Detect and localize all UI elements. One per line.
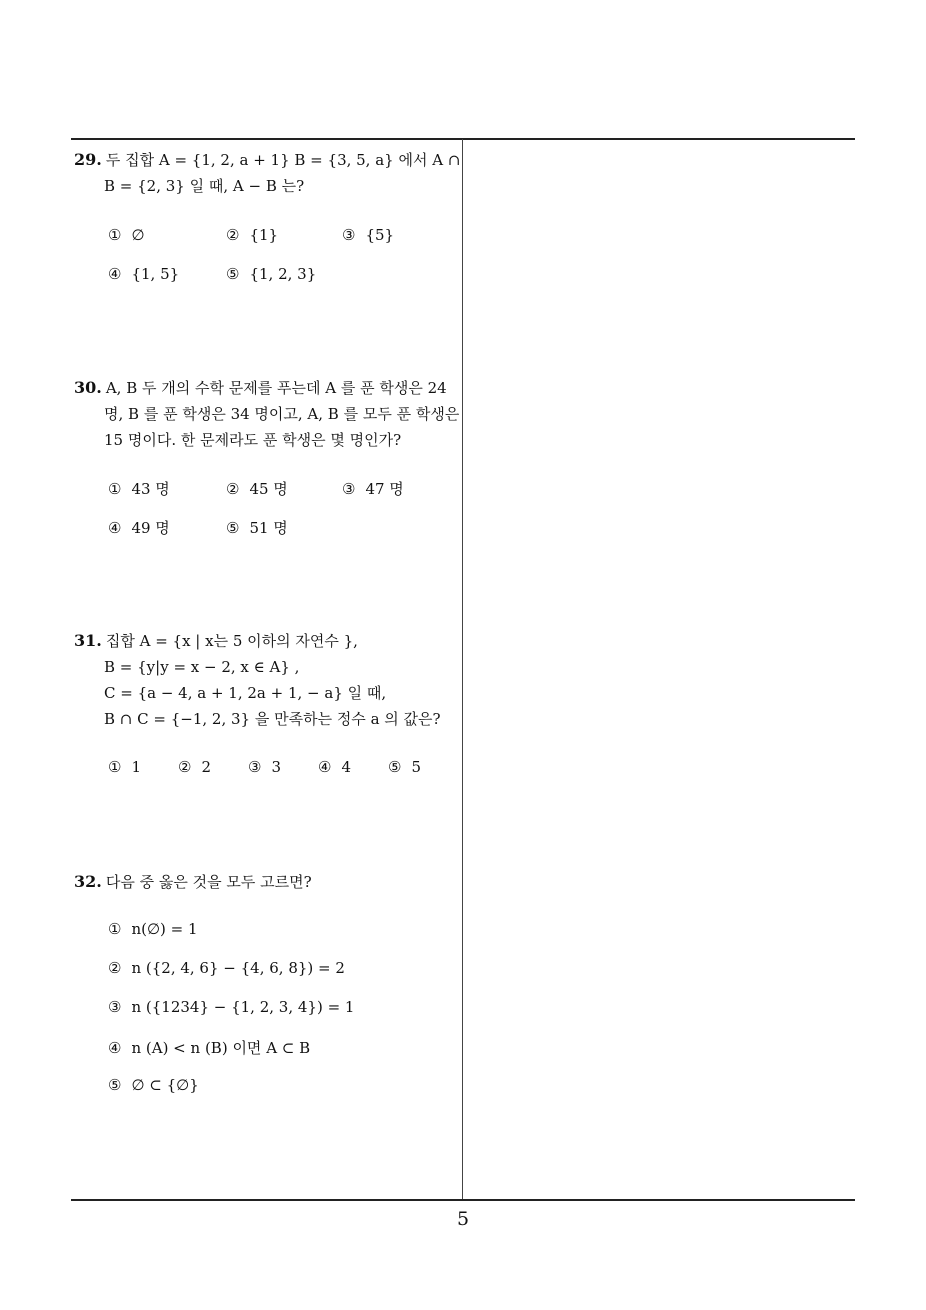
choice-2[interactable]: ② {1} xyxy=(226,226,279,244)
choice-1[interactable]: ① n(∅) = 1 xyxy=(108,920,198,938)
question-number: 30. xyxy=(74,378,102,397)
question-32 xyxy=(74,869,460,895)
page-number: 5 xyxy=(456,1208,470,1230)
choice-2[interactable]: ② 2 xyxy=(178,758,211,776)
bottom-rule xyxy=(71,1199,855,1201)
question-line: B ∩ C = {−1, 2, 3} 을 만족하는 정수 a 의 값은? xyxy=(104,710,441,728)
choice-3[interactable]: ③ {5} xyxy=(342,226,395,244)
question-line: 32. 다음 중 옳은 것을 모두 고르면? xyxy=(74,872,312,891)
choice-5[interactable]: ⑤ {1, 2, 3} xyxy=(226,265,317,283)
choice-2[interactable]: ② 45 명 xyxy=(226,480,288,498)
question-line: C = {a − 4, a + 1, 2a + 1, − a} 일 때, xyxy=(104,684,387,702)
choice-1[interactable]: ① 43 명 xyxy=(108,480,170,498)
top-rule xyxy=(71,138,855,140)
choice-3[interactable]: ③ 3 xyxy=(248,758,281,776)
question-line: B = {2, 3} 일 때, A − B 는? xyxy=(104,177,305,195)
question-number: 31. xyxy=(74,631,102,650)
question-line: 31. 집합 A = {x | x는 5 이하의 자연수 }, xyxy=(74,631,358,650)
question-29 xyxy=(74,147,460,199)
question-number: 29. xyxy=(74,150,102,169)
column-divider xyxy=(462,139,463,1201)
choice-4[interactable]: ④ {1, 5} xyxy=(108,265,180,283)
choice-1[interactable]: ① 1 xyxy=(108,758,141,776)
question-line: B = {y|y = x − 2, x ∈ A} , xyxy=(104,658,300,676)
question-number: 32. xyxy=(74,872,102,891)
choice-4[interactable]: ④ n (A) < n (B) 이면 A ⊂ B xyxy=(108,1039,311,1057)
choice-1[interactable]: ① ∅ xyxy=(108,226,145,244)
choice-5[interactable]: ⑤ ∅ ⊂ {∅} xyxy=(108,1076,199,1094)
question-line: 명, B 를 푼 학생은 34 명이고, A, B 를 모두 푼 학생은 xyxy=(104,405,460,423)
question-line: 15 명이다. 한 문제라도 푼 학생은 몇 명인가? xyxy=(104,431,402,449)
choice-5[interactable]: ⑤ 5 xyxy=(388,758,421,776)
choice-4[interactable]: ④ 49 명 xyxy=(108,519,170,537)
question-30 xyxy=(74,375,460,453)
question-31 xyxy=(74,628,460,732)
choice-3[interactable]: ③ 47 명 xyxy=(342,480,404,498)
choice-2[interactable]: ② n ({2, 4, 6} − {4, 6, 8}) = 2 xyxy=(108,959,345,977)
choice-4[interactable]: ④ 4 xyxy=(318,758,351,776)
choice-5[interactable]: ⑤ 51 명 xyxy=(226,519,288,537)
question-line: 30. A, B 두 개의 수학 문제를 푸는데 A 를 푼 학생은 24 xyxy=(74,378,447,397)
question-line: 29. 두 집합 A = {1, 2, a + 1} B = {3, 5, a} 에서 A ∩ xyxy=(74,150,461,169)
choice-3[interactable]: ③ n ({1234} − {1, 2, 3, 4}) = 1 xyxy=(108,998,355,1016)
